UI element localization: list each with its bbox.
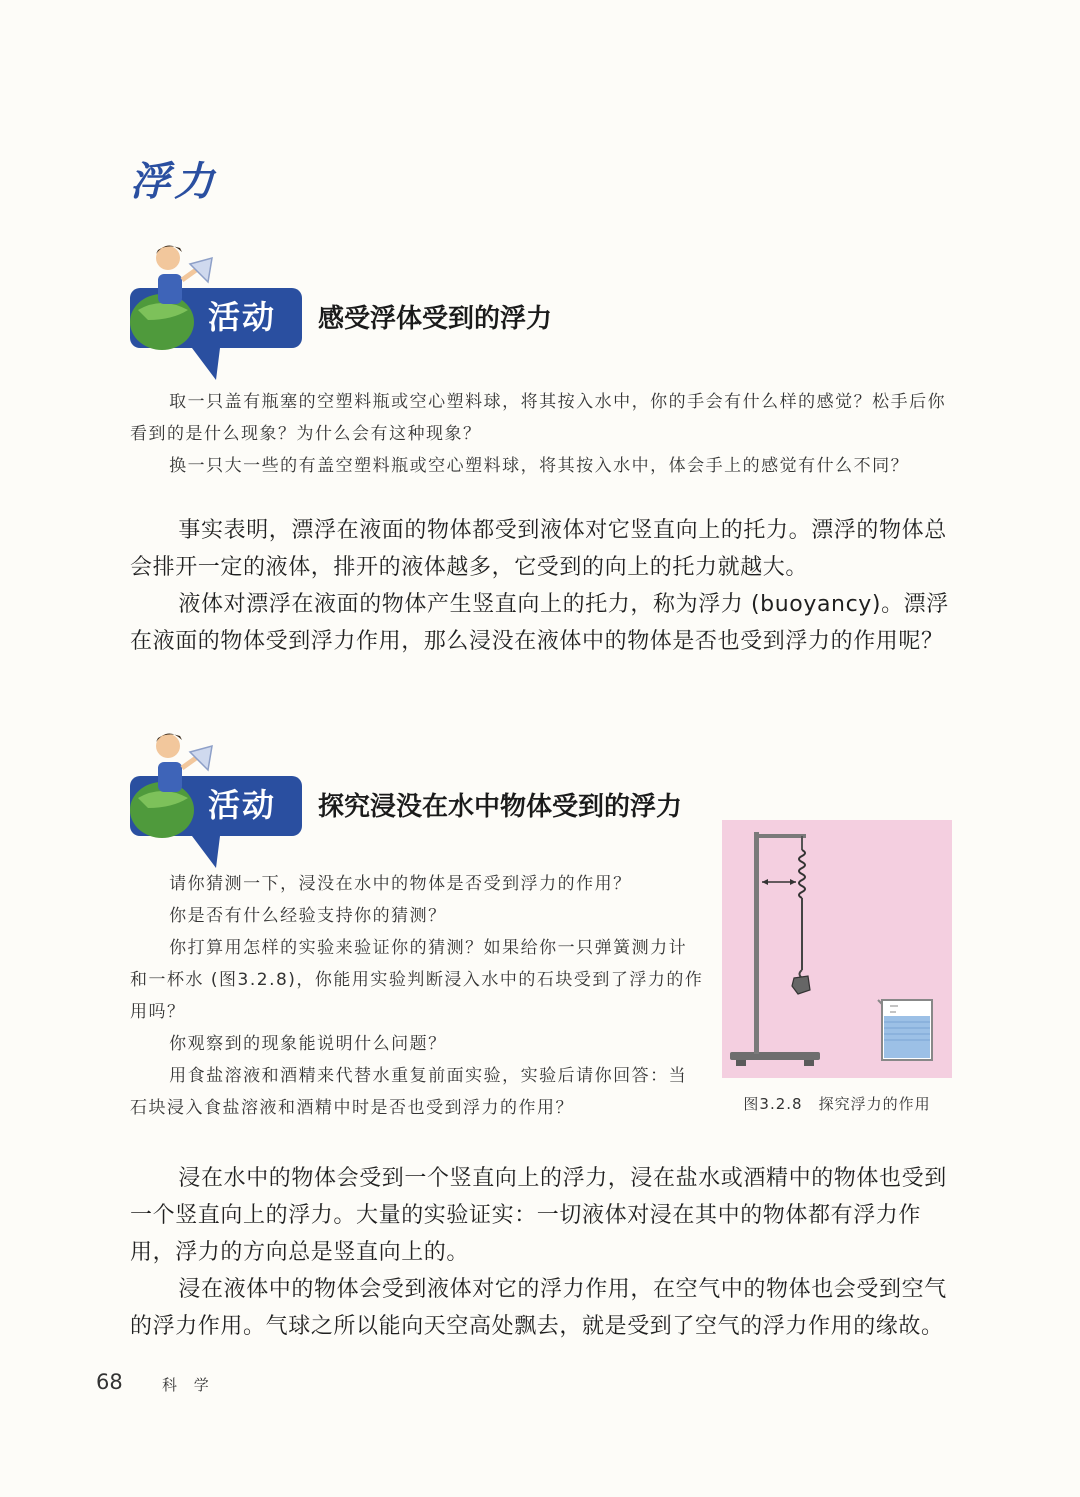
book-name: 科 学 [162,1376,215,1394]
body-section-1 [130,512,952,660]
figure-apparatus [722,820,952,1078]
body-paragraph: 事实表明，漂浮在液面的物体都受到液体对它竖直向上的托力。漂浮的物体总会排开一定的液体，排开的液体越多，它受到的向上的托力就越大。 [130,518,947,580]
activity-title: 感受浮体受到的浮力 [318,304,553,334]
figure-caption: 图3.2.8 探究浮力的作用 [743,1095,931,1113]
activity-2-paragraph: 你打算用怎样的实验来验证你的猜测？如果给你一只弹簧测力计和一杯水 (图3.2.8)，你能用实验判断浸入水中的石块受到了浮力的作用吗？ [130,938,704,1022]
activity-2-text [130,868,705,1124]
activity-header-2 [128,728,748,868]
spring-scale-illustration [722,820,952,1078]
page-title: 浮力 [130,159,218,205]
page-number: 68 [96,1370,123,1394]
activity-title: 探究浸没在水中物体受到的浮力 [318,792,683,822]
body-paragraph: 浸在水中的物体会受到一个竖直向上的浮力，浸在盐水或酒精中的物体也受到一个竖直向上的浮力。大量的实验证实：一切液体对浸在其中的物体都有浮力作用，浮力的方向总是竖直向上的。 [130,1166,947,1265]
activity-1-paragraph: 换一只大一些的有盖空塑料瓶或空心塑料球，将其按入水中，体会手上的感觉有什么不同？ [169,456,910,476]
activity-2-paragraph: 用食盐溶液和酒精来代替水重复前面实验，实验后请你回答：当石块浸入食盐溶液和酒精中时是否也受到浮力的作用？ [130,1066,688,1118]
activity-2-paragraph: 你观察到的现象能说明什么问题？ [169,1034,447,1054]
activity-1-paragraph: 取一只盖有瓶塞的空塑料瓶或空心塑料球，将其按入水中，你的手会有什么样的感觉？松手后你看到的是什么现象？为什么会有这种现象？ [130,392,947,444]
activity-1-text [130,386,952,482]
activity-badge: 活动 [208,786,277,824]
activity-badge: 活动 [208,298,277,336]
body-paragraph: 浸在液体中的物体会受到液体对它的浮力作用，在空气中的物体也会受到空气的浮力作用。气球之所以能向天空高处飘去，就是受到了空气的浮力作用的缘故。 [130,1277,947,1339]
activity-2-paragraph: 你是否有什么经验支持你的猜测？ [169,906,447,926]
body-section-2 [130,1160,952,1345]
activity-2-paragraph: 请你猜测一下，浸没在水中的物体是否受到浮力的作用？ [169,874,632,894]
activity-header-1 [128,240,748,380]
body-paragraph: 液体对漂浮在液面的物体产生竖直向上的托力，称为浮力 (buoyancy)。漂浮在液面的物体受到浮力作用，那么浸没在液体中的物体是否也受到浮力的作用呢？ [130,592,949,654]
